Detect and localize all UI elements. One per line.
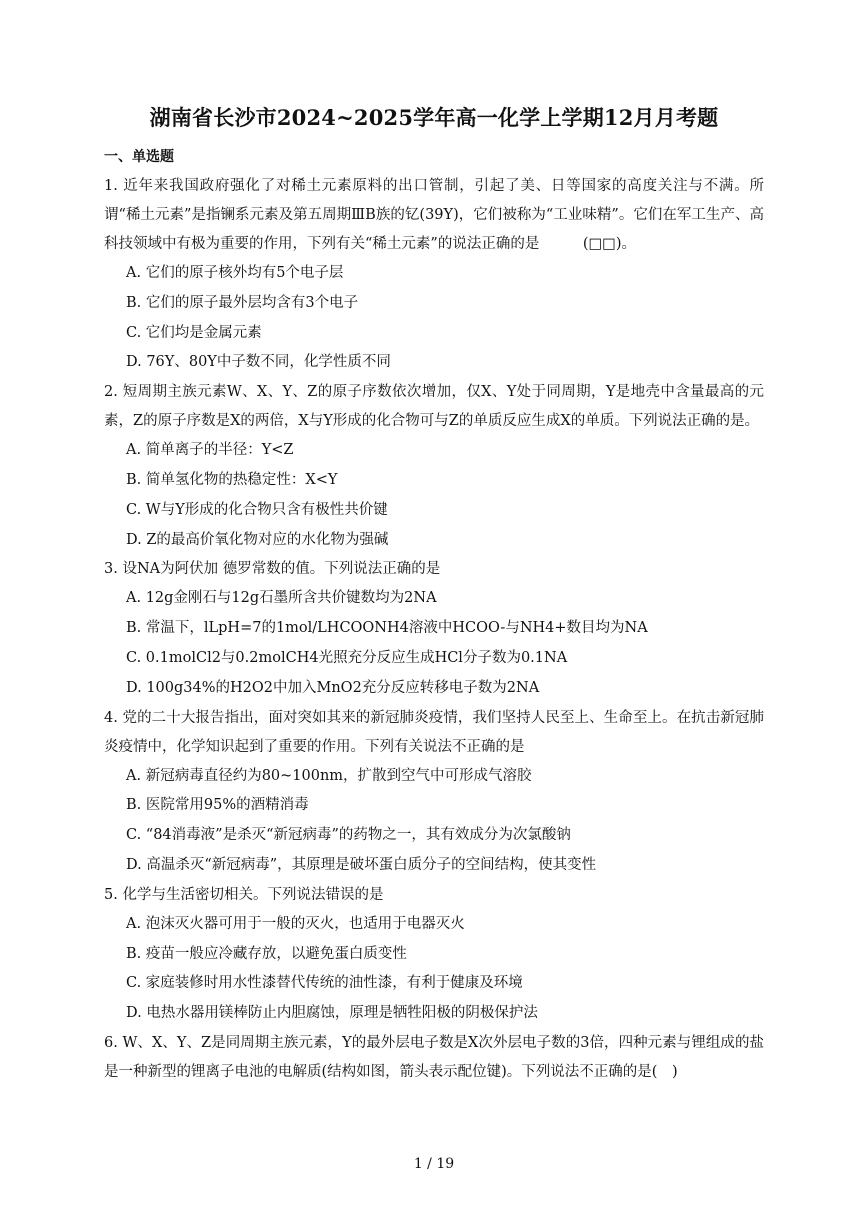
question-stem: 4. 党的二十大报告指出，面对突如其来的新冠肺炎疫情，我们坚持人民至上、生命至上。在抗击新冠肺炎疫情中，化学知识起到了重要的作用。下列有关说法不正确的是: [104, 709, 764, 755]
option-item: D. 电热水器用镁棒防止内胆腐蚀，原理是牺牲阳极的阴极保护法: [126, 1005, 538, 1022]
option-item: D. 高温杀灭“新冠病毒”，其原理是破坏蛋白质分子的空间结构，使其变性: [126, 856, 597, 873]
question-stem: 3. 设NA为阿伏加 德罗常数的值。下列说法正确的是: [104, 561, 441, 578]
option-item: D. 76Y、80Y中子数不同，化学性质不同: [126, 354, 391, 371]
option-item: C. 家庭装修时用水性漆替代传统的油性漆，有利于健康及环境: [126, 975, 523, 992]
option-item: C. W与Y形成的化合物只含有极性共价键: [126, 501, 388, 518]
option-item: B. 医院常用95%的酒精消毒: [126, 797, 309, 814]
option-item: A. 它们的原子核外均有5个电子层: [126, 265, 344, 281]
question-block: [104, 555, 764, 703]
option-item: B. 常温下，lLpH=7的1mol/LHCOONH4溶液中HCOO-与NH4+数目均为NA: [126, 620, 648, 637]
option-item: B. 简单氢化物的热稳定性：X<Y: [126, 471, 338, 488]
page-number: 1 / 19: [413, 1156, 455, 1172]
question-block: [104, 378, 764, 555]
question-block: [104, 881, 764, 1029]
option-item: A. 新冠病毒直径约为80~100nm，扩散到空气中可形成气溶胶: [126, 767, 532, 784]
question-stem: 2. 短周期主族元素W、X、Y、Z的原子序数依次增加，仅X、Y处于同周期，Y是地壳中含量最高的元素，Z的原子序数是X的两倍，X与Y形成的化合物可与Z的单质反应生成X的单质。下列说法正确的是。: [104, 384, 764, 430]
question-block: [104, 704, 764, 881]
option-item: A. 泡沫灭火器可用于一般的灭火，也适用于电器灭火: [126, 915, 465, 932]
option-item: A. 12g金刚石与12g石墨所含共价键数均为2NA: [126, 590, 437, 607]
option-item: C. 它们均是金属元素: [126, 324, 262, 341]
section-heading: 一、单选题: [104, 149, 174, 165]
option-item: D. Z的最高价氧化物对应的水化物为强碱: [126, 531, 389, 548]
page-title: 湖南省长沙市2024~2025学年高一化学上学期12月月考题: [149, 105, 719, 130]
option-item: B. 它们的原子最外层均含有3个电子: [126, 294, 359, 311]
option-item: A. 简单离子的半径：Y<Z: [126, 442, 294, 459]
question-list: [104, 146, 764, 1087]
question-block: [104, 1029, 764, 1087]
question-stem: 1. 近年来我国政府强化了对稀土元素原料的出口管制，引起了美、日等国家的高度关注与不满。所谓“稀土元素”是指镧系元素及第五周期ⅢB族的钇(39Y)，它们被称为“工业味精”。它们在军工生产、高科技领域中有极为重要的作用，下列有关“稀土元素”的说法正确的是 (□□)。: [104, 178, 764, 252]
option-item: C. 0.1molCl2与0.2molCH4光照充分反应生成HCl分子数为0.1NA: [126, 649, 568, 666]
question-stem: 6. W、X、Y、Z是同周期主族元素，Y的最外层电子数是X次外层电子数的3倍，四种元素与锂组成的盐是一种新型的锂离子电池的电解质(结构如图，箭头表示配位键)。下列说法不正确的是( ): [104, 1034, 764, 1080]
option-item: C. “84消毒液”是杀灭“新冠病毒”的药物之一，其有效成分为次氯酸钠: [126, 827, 571, 844]
question-stem: 5. 化学与生活密切相关。下列说法错误的是: [104, 886, 384, 903]
option-item: D. 100g34%的H2O2中加入MnO2充分反应转移电子数为2NA: [126, 679, 540, 696]
question-block: [104, 172, 764, 378]
option-item: B. 疫苗一般应冷藏存放，以避免蛋白质变性: [126, 945, 407, 962]
